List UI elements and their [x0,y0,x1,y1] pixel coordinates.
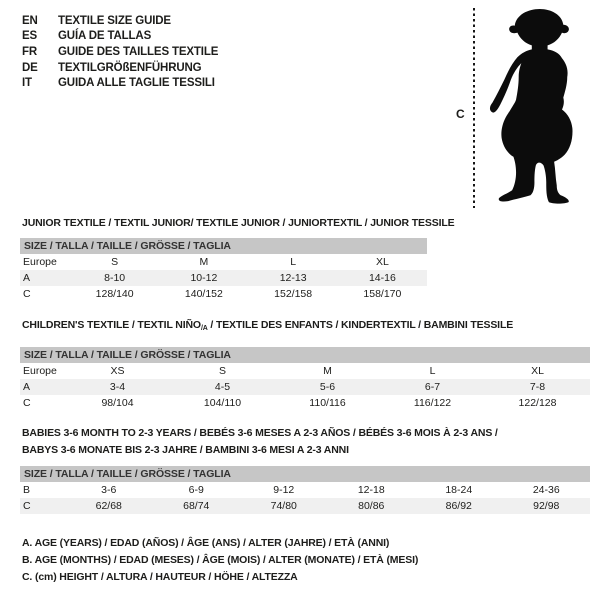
size-cell: 68/74 [183,500,210,512]
babies-table-title [22,425,498,459]
language-row [22,29,218,45]
size-cell: 128/140 [95,288,134,300]
language-title: GUIDA ALLE TAGLIE TESSILI [58,77,215,90]
row-label: Europe [23,365,57,377]
table-row-age [20,270,427,286]
size-cell: 104/110 [203,397,242,409]
legend-line-a: A. AGE (YEARS) / EDAD (AÑOS) / ÂGE (ANS) / ALTER (JAHRE) / ETÀ (ANNI) [22,537,390,549]
row-label: C [23,500,31,512]
legend-line-c: C. (cm) HEIGHT / ALTURA / HAUTEUR / HÖHE / ALTEZZA [22,571,298,583]
children-title-post: / TEXTILE DES ENFANTS / KINDERTEXTIL / BAMBINI TESSILE [207,319,514,331]
babies-title-line1: BABIES 3-6 MONTH TO 2-3 YEARS / BEBÉS 3-6 MESES A 2-3 AÑOS / BÉBÉS 3-6 MOIS À 2-3 ANS / [22,427,498,439]
children-title-subscript: /A [200,325,208,332]
size-cell: 24-36 [532,484,560,496]
size-cell: 10-12 [190,272,218,284]
legend-line-b: B. AGE (MONTHS) / EDAD (MESES) / ÂGE (MOIS) / ALTER (MONATE) / ETÀ (MESI) [22,554,419,566]
language-row [22,13,218,29]
language-title-list [22,13,218,91]
measure-legend [22,535,418,586]
size-cell: XS [110,365,125,377]
size-cell: 62/68 [95,500,122,512]
row-label: A [23,381,31,393]
height-measure-dashed-line [473,8,475,208]
junior-size-table [20,238,427,302]
size-cell: 122/128 [518,397,557,409]
size-cell: 158/170 [363,288,402,300]
size-cell: M [323,365,332,377]
size-cell: 6-9 [188,484,204,496]
language-title: GUIDE DES TAILLES TEXTILE [58,45,219,58]
table-row-age [20,379,590,395]
size-cell: 18-24 [445,484,473,496]
children-size-table [20,347,590,411]
language-row [22,60,218,76]
language-title: TEXTILGRÖßENFÜHRUNG [58,61,202,74]
size-cell: XL [375,256,389,268]
toddler-silhouette-icon [478,6,583,208]
size-cell: 14-16 [368,272,396,284]
table-row-height [20,395,590,411]
language-code: ES [22,30,38,43]
babies-size-table [20,466,590,514]
row-label: B [23,484,31,496]
children-table-title [22,319,513,332]
babies-title-line2: BABYS 3-6 MONATE BIS 2-3 JAHRE / BAMBINI 3-6 MESI A 2-3 ANNI [22,444,349,456]
size-cell: 110/116 [309,397,346,409]
size-cell: 116/122 [413,397,452,409]
language-title: GUÍA DE TALLAS [58,30,152,43]
size-cell: 6-7 [424,381,441,393]
size-cell: 92/98 [533,500,560,512]
language-code: FR [22,45,38,58]
size-cell: 152/158 [274,288,313,300]
size-cell: 9-12 [273,484,295,496]
size-header-bar: SIZE / TALLA / TAILLE / GRÖSSE / TAGLIA [20,238,427,254]
size-cell: M [199,256,209,268]
size-cell: 7-8 [529,381,546,393]
size-header-bar: SIZE / TALLA / TAILLE / GRÖSSE / TAGLIA [20,466,590,482]
size-cell: 3-6 [101,484,117,496]
size-header-bar: SIZE / TALLA / TAILLE / GRÖSSE / TAGLIA [20,347,590,363]
size-cell: L [290,256,297,268]
language-title: TEXTILE SIZE GUIDE [58,14,171,27]
size-cell: 4-5 [214,381,231,393]
size-cell: 12-18 [357,484,385,496]
row-label: A [23,272,31,284]
table-row-months [20,482,590,498]
size-cell: XL [531,365,544,377]
size-cell: 140/152 [184,288,223,300]
junior-table-title: JUNIOR TEXTILE / TEXTIL JUNIOR/ TEXTILE JUNIOR / JUNIORTEXTIL / JUNIOR TESSILE [22,217,455,229]
size-cell: S [111,256,119,268]
size-cell: L [429,365,436,377]
height-measure-label: C [456,107,465,121]
table-row-europe [20,363,590,379]
size-cell: S [218,365,226,377]
size-cell: 74/80 [270,500,297,512]
size-cell: 3-4 [109,381,126,393]
children-title-pre: CHILDREN'S TEXTILE / TEXTIL NIÑO [22,319,201,331]
language-row [22,44,218,60]
language-row [22,75,218,91]
size-cell: 5-6 [319,381,336,393]
size-cell: 8-10 [104,272,126,284]
size-cell: 12-13 [279,272,307,284]
language-code: DE [22,61,38,74]
row-label: C [23,288,31,300]
size-cell: 80/86 [358,500,385,512]
size-cell: 86/92 [445,500,472,512]
row-label: Europe [23,256,57,268]
table-row-height [20,286,427,302]
size-cell: 98/104 [101,397,134,409]
language-code: EN [22,14,38,27]
table-row-europe [20,254,427,270]
language-code: IT [22,77,32,90]
row-label: C [23,397,31,409]
table-row-height [20,498,590,514]
